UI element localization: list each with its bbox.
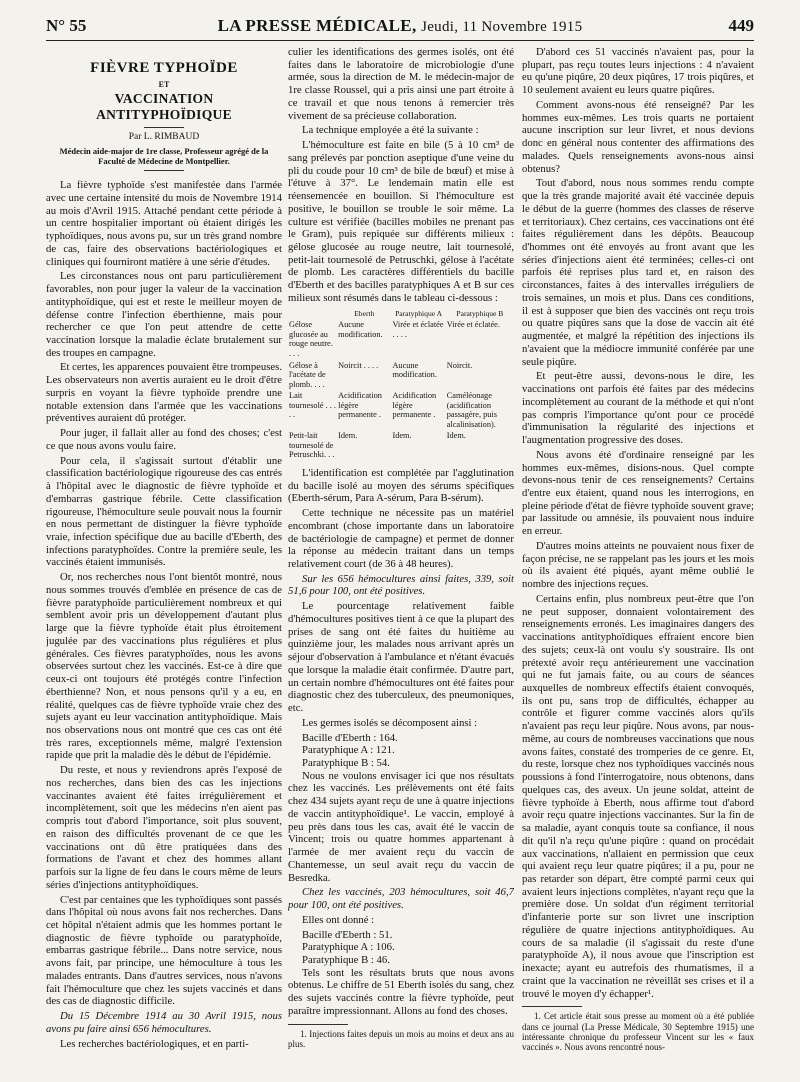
paragraph: Pour cela, il s'agissait surtout d'établir une classification bactériologique rigoureuse des cas entrés à l'hôpital avec le diagnostic de fièvre typhoïde et d'embarras gastrique fébrile. Cette classification rigoureuse, l'hémoculture seule pouvait nous la fournir en nous permettant de distinguer la fièvre typhoïde vraie, infection spécifique due au bacille d'Eberth, des infections paratyphoïdes. Contre la première seule, les vaccinés étaient immunisés. xyxy=(46,454,282,569)
germ-list xyxy=(288,732,514,770)
paragraph: Tout d'abord, nous nous sommes rendu compte que la très grande majorité avait été vaccinée depuis le début de la guerre (hommes des classes de réserve et territoriaux). Chez certains, ces vaccinations ont été faites régulièrement dans les dépôts. Beaucoup d'hommes ont été envoyés au front avant que les séries d'injections aient été terminées; celles-ci ont parfois été reprises plus tard et, en raison des circonstances, faites à des intervalles irréguliers de trois semaines, un mois et plus. Dans ces conditions, il est à supposer que bien des vaccinés ont reçu trois ou quatre piqûres sans que la dose de vaccin ait été augmentée, et malgré la répétition des injections ils n'avaient que la médiocre immunité conférée par une seule piqûre. xyxy=(522,177,754,368)
paragraph: Le pourcentage relativement faible d'hémocultures positives tient à ce que la plupart des prises de sang ont été faites du huitième au quinzième jour, les malades nous arrivant après un séjour d'observation à l'ambulance et n'étant évacués que lorsque la maladie était confirmée. D'autre part, un certain nombre d'hémocultures ont été faites pour diagnostic chez des tuberculeux, des pneumoniques, etc. xyxy=(288,600,514,715)
paragraph: Nous avons été d'ordinaire renseigné par les hommes eux-mêmes, disions-nous. Quel compte devons-nous tenir de ces renseignements? Certains d'entre eux étaient, quand nous les interrogions, en pleine période d'état de fièvre typhoïde souvent grave; par lassitude ou amnésie, ils pouvaient nous induire en erreur. xyxy=(522,448,754,538)
column-1 xyxy=(46,46,282,1052)
paragraph: Tels sont les résultats bruts que nous avons obtenus. Le chiffre de 51 Eberth isolés du sang, chez des sujets vaccinés contre la fièvre typhoïde, peut paraître impressionnant. Allons au fond des choses. xyxy=(288,966,514,1017)
table-cell: Aucune modification. xyxy=(392,360,437,380)
table-cell: Idem. xyxy=(446,431,466,441)
table-row xyxy=(288,390,514,430)
paragraph: Chez les vaccinés, 203 hémocultures, soit 46,7 pour 100, ont été positives. xyxy=(288,886,514,912)
paragraph: Certains enfin, plus nombreux peut-être que l'on ne peut supposer, donnaient volontairement des renseignements erronés. Les imaginaires dangers des vaccinations antityphoïdiques effraient encore bien des sujets; ceux-là ont voulu s'y soustraire. Ils ont prétexté avoir reçu antérieurement une vaccination qui ne fut jamais faite, ou au cours de séances auxquelles de nombreux effectifs étaient convoqués, ils ont pu, sans trop de difficultés, échapper au contrôle et figurer comme vaccinés alors qu'ils n'avaient pas reçu leur piqûre. Nous avons, par nous-même, au cours de nombreuses vaccinations que nous avons faites, constaté des tromperies de ce genre. Et, du reste, lorsque chez nos typhoïdiques vaccinés nous poussions à fond l'interrogatoire, nous obtenons, dans quelques cas, des aveux. Un jeune soldat, atteint de fièvre typhoïde à Eberth, nous affirme tout d'abord avoir reçu quatre injections vaccinantes. Sur la fin de sa maladie, ayant conquis toute sa confiance, il nous dit qu'il n'a reçu qu'une piqûre : quand on procédait aux vaccinations, n'allaient en permission que ceux qui avaient reçu leur quatre piqûres; il a pu, pour ne pas retarder son départ, être compté parmi ceux qui avaient leurs injections complètes, n'ayant reçu que la première dose. Un soldat d'un régiment territorial d'infanterie porte sur son livret une inscription régulière de quatre injections antityphoïdiques. Au cours de sa maladie (il s'agissait du reste d'une paratyphoïde A), il nous avoue que l'inscription est inexacte; ayant eu autrefois des rhumatismes, il a craint que la vaccination ne réveillât ses crises et il a trouvé le moyen d'y échapper¹. xyxy=(522,592,754,1000)
paragraph: Cette technique ne nécessite pas un matériel encombrant (chose importante dans un laboratoire de bactériologie de campagne) et permet de donner la réponse au médecin traitant dans un temps relativement court (de 36 à 48 heures). xyxy=(288,507,514,570)
footnote: 1. Cet article était sous presse au moment où a été publiée dans ce journal (La Presse Médicale, 30 Septembre 1915) une intéressante chronique du professeur Vincent sur les « faux vaccinés ». Nous avons rencontré nous- xyxy=(522,1011,754,1053)
issue-number: N° 55 xyxy=(46,16,87,35)
table-cell: Gélose à l'acétate de plomb. . . . xyxy=(289,360,326,389)
table-header: Paratyphique B xyxy=(456,308,504,318)
paragraph: Nous ne voulons envisager ici que nos résultats chez les vaccinés. Les prélèvements ont été faits chez 434 sujets ayant reçu de une à quatre injections de vaccin antityphoïdique¹. Le vaccin, employé à peu près dans tous les cas, avait été le vaccin de Vincent; trois ou quatre hommes appartenant à l'armée de mer avaient reçu du vaccin de Chantemesse, un seul avait reçu du vaccin de Besredka. xyxy=(288,769,514,884)
paragraph: D'abord ces 51 vaccinés n'avaient pas, pour la plupart, pas reçu toutes leurs injections : 4 n'avaient eu qu'une piqûre, 20 deux piqûres, 17 trois piqûres, et 10 seulement avaient eu leurs quatre piqûres. xyxy=(522,46,754,97)
article-author: Par L. RIMBAUD xyxy=(128,132,200,143)
paragraph: Elles ont donné : xyxy=(302,913,375,926)
footnote-rule xyxy=(288,1024,348,1025)
title-separator xyxy=(144,127,184,128)
paragraph: Sur les 656 hémocultures ainsi faites, 339, soit 51,6 pour 100, ont été positives. xyxy=(288,572,514,598)
column-2 xyxy=(288,46,514,1049)
paragraph: Or, nos recherches nous l'ont bientôt montré, nous nous sommes trouvés d'emblée en présence de cas de fièvre paratyphoïde particulièrement nombreux et qui semblent avoir pris un développement d'autant plus large que la fièvre typhoïde était plus étroitement jugulée par des vaccinations plus régulières et plus générales. Ces fièvres paratyphoïdes, nous les avons observées surtout chez les vaccinés. Est-ce à dire que ceux-ci ont toujours été protégés contre l'infection éberthienne? Non, et nous pensons qu'il y a eu, en réalité, quelques cas de fièvre typhoïde vraie chez des sujets ayant eu leur vaccination antityphoïdique. Mais nos observations nous ont montré que ces cas ont été très rares, exceptionnels même, malgré l'extension rapide que prit la maladie dès le début de l'épidémie. xyxy=(46,571,282,762)
paragraph: L'hémoculture est faite en bile (5 à 10 cm³ de sang prélevés par ponction aseptique d'une veine du pli du coude pour 10 cm³ de bile de bœuf) et mise à l'étuve à 37°. Le lendemain matin elle est réensemencée en bouillon. Si l'hémoculture est positive, le bouillon se trouble le soir même. La culture est vérifiée (bacilles mobiles ne prenant pas le Gram), puis repiquée sur différents milieux : gélose glucosée au rouge neutre, lait tournesolé, petit-lait tournesolé de Petruschki, gélose à l'acétate de plomb. Les caractères différentiels du bacille d'Eberth et des bacilles paratyphiques A et B sur ces milieux sont résumés dans le tableau ci-dessous : xyxy=(288,139,514,304)
paragraph: C'est par centaines que les typhoïdiques sont passés dans l'hôpital où nous avons fait nos recherches. Dans cet hôpital n'étaient admis que les hommes portant le diagnostic de fièvre typhoïde ou paratyphoïde, embarras gastrique fébrile... Dans notre service, nous avons fait, par principe, une hémoculture à tous les malades entrants. Dans d'autres services, nous n'avons fait l'hémoculture que chez les sujets vaccinés et dans des cas de diagnostic difficile. xyxy=(46,893,282,1008)
paragraph: Les germes isolés se décomposent ainsi : xyxy=(302,716,478,729)
table-cell: Idem. xyxy=(338,431,358,441)
article-title-line1: FIÈVRE TYPHOÏDE xyxy=(90,60,238,76)
article-title-line3: VACCINATION ANTITYPHOÏDIQUE xyxy=(96,91,232,123)
table-cell: Petit-lait tournesolé de Petruschki. . . xyxy=(289,431,335,460)
table-cell: Virée et éclatée. xyxy=(446,320,500,330)
list-item: Paratyphique A : 121. xyxy=(302,744,395,757)
footnote: 1. Injections faites depuis un mois au moins et deux ans au plus. xyxy=(288,1028,514,1050)
paragraph: L'identification est complétée par l'agglutination du bacille isolé au moyen des sérums spécifiques (Eberth-sérum, Para A-sérum, Para B-sérum). xyxy=(288,466,514,505)
table-header xyxy=(288,309,337,320)
paragraph: Les circonstances nous ont paru particulièrement favorables, non pour juger la valeur de la vaccination antityphoïdique, qui est et reste le meilleur moyen de défense contre l'infection éberthienne, mais pour rechercher ce que l'on peut attendre de cette vaccination lorsque la maladie éclate brutalement sur des troupes en campagne. xyxy=(46,270,282,359)
title-separator-2 xyxy=(144,170,184,171)
vaccinated-germ-list xyxy=(288,929,514,967)
page-header xyxy=(46,16,754,38)
list-item: Paratyphique B : 54. xyxy=(302,757,390,769)
column-3 xyxy=(522,46,754,1053)
list-item: Bacille d'Eberth : 51. xyxy=(302,928,393,941)
table-header-row xyxy=(288,309,514,320)
table-row xyxy=(288,319,514,359)
masthead xyxy=(46,16,754,36)
paragraph: Et certes, les apparences pouvaient être trompeuses. Les observateurs non avertis auraient eu le droit d'être surpris en voyant la fièvre typhoïde prendre une notable extension dans l'armée que les vaccinations préventives auraient dû protéger. xyxy=(46,361,282,425)
table-cell: Aucune modification. xyxy=(338,320,383,339)
table-cell: Noircit. xyxy=(446,360,473,370)
article-title-block xyxy=(46,60,282,171)
article-title-line2: ET xyxy=(158,79,170,89)
list-item: Bacille d'Eberth : 164. xyxy=(302,731,398,744)
table-cell: Acidification légère permanente . xyxy=(392,391,437,420)
table-cell: Noircit . . . . xyxy=(338,360,379,370)
table-cell: Acidification légère permanente . xyxy=(338,391,382,420)
header-rule xyxy=(46,40,754,41)
paragraph: Comment avons-nous été renseigné? Par les hommes eux-mêmes. Les trois quarts ne portaient aucune inscription sur leur livret, et nous devions donc en général nous contenter des affirmations des malades. Quels renseignements avons-nous ainsi obtenus? xyxy=(522,98,754,175)
table-cell: Caméléonage (acidification passagère, puis alcalinisation). xyxy=(446,391,497,429)
footnote-rule xyxy=(522,1006,582,1007)
culture-table xyxy=(288,309,514,461)
list-item: Paratyphique B : 46. xyxy=(302,954,390,967)
article-affiliation: Médecin aide-major de 1re classe, Professeur agrégé de la Faculté de Médecine de Montpellier. xyxy=(59,145,269,166)
table-header: Eberth xyxy=(354,308,375,318)
paragraph: D'autres moins atteints ne pouvaient nous fixer de façon précise, ne se rappelant pas les jours et les mois où ils avaient été piqués, ayant même oublié le nombre des injections reçues. xyxy=(522,539,754,591)
journal-name: LA PRESSE MÉDICALE, xyxy=(217,16,417,35)
table-cell: Lait tournesolé . . . . . xyxy=(289,391,337,420)
paragraph: culier les identifications des germes isolés, ont été faites dans le laboratoire de microbiologie d'une armée, sous la direction de M. le médecin-major de 1re classe Roussel, qui a pris ainsi une part étroite à ce travail et que nous tenons à remercier très vivement de sa précieuse collaboration. xyxy=(288,46,514,122)
page-number: 449 xyxy=(728,16,754,35)
paragraph: Pour juger, il fallait aller au fond des choses; c'est ce que nous avons voulu faire. xyxy=(46,427,282,452)
paragraph: La technique employée a été la suivante : xyxy=(302,124,479,137)
table-row xyxy=(288,430,514,461)
paragraph: Du reste, et nous y reviendrons après l'exposé de nos recherches, dans bien des cas les injections vaccinantes avaient été faites irrégulièrement et incomplètement, soit que les médecins n'en aient pas compris tout d'abord l'importance, soit plus souvent, en raison des difficultés provenant de ce que les vaccinations ont dû être pratiquées dans des formations de l'avant et chez des hommes allant parfois sur la ligne de feu dans le cours même de leurs séries d'injections antityphoïdiques. xyxy=(46,764,282,891)
table-header: Paratyphique A xyxy=(395,308,443,318)
list-item: Paratyphique A : 106. xyxy=(302,941,395,954)
issue-date: Jeudi, 11 Novembre 1915 xyxy=(421,19,583,35)
table-cell: Virée et éclatée . . . . xyxy=(392,320,444,339)
table-cell: Gélose glucosée au rouge neutre. . . . xyxy=(289,320,333,358)
paragraph: Les recherches bactériologiques, et en parti- xyxy=(60,1037,249,1050)
paragraph: La fièvre typhoïde s'est manifestée dans l'armée avec une certaine intensité du mois de Novembre 1914 au mois d'Avril 1915. Attaché pendant cette période à un centre hospitalier important où étaient dirigés les typhoïdiques, nous avons pu, sur un très grand nombre de cas, faire des observations bactériologiques et cliniques qui fourniront matière à une série d'études. xyxy=(46,179,282,268)
paragraph: Et peut-être aussi, devons-nous le dire, les vaccinations ont parfois été faites par des médecins incomplètement au courant de la méthode et qui n'ont pas compris l'importance qu'ont pour ce procédé d'immunisation la régularité des injections et l'augmentation progressive des doses. xyxy=(522,370,754,447)
paragraph: Du 15 Décembre 1914 au 30 Avril 1915, nous avons pu faire ainsi 656 hémocultures. xyxy=(46,1010,282,1035)
table-cell: Idem. xyxy=(392,431,412,441)
table-row xyxy=(288,360,514,391)
